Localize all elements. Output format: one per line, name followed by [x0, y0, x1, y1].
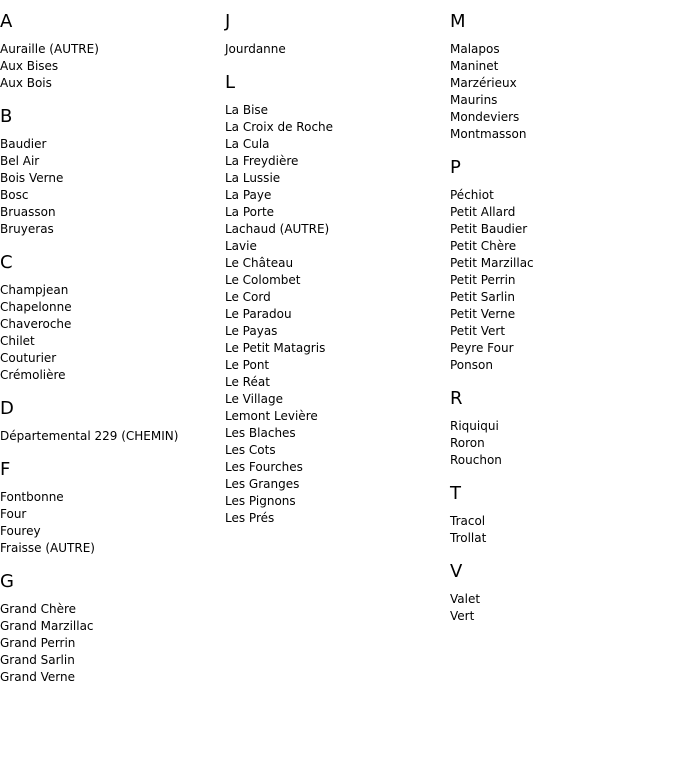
place-list — [0, 282, 215, 384]
place-link[interactable]: Le Cord — [225, 290, 271, 304]
place-link[interactable]: Le Colombet — [225, 273, 301, 287]
place-link[interactable]: Les Granges — [225, 477, 300, 491]
place-list — [0, 136, 215, 238]
place-link[interactable]: La Porte — [225, 205, 275, 219]
place-link[interactable]: La Croix de Roche — [225, 120, 334, 134]
place-link[interactable]: Vert — [450, 609, 475, 623]
place-link[interactable]: La Lussie — [225, 171, 281, 185]
place-link[interactable]: Chilet — [0, 334, 35, 348]
place-link[interactable]: Grand Chère — [0, 602, 77, 616]
place-link[interactable]: Bruyeras — [0, 222, 54, 236]
place-list — [450, 591, 665, 625]
place-link[interactable]: Bel Air — [0, 154, 40, 168]
place-link[interactable]: Le Pont — [225, 358, 270, 372]
place-link[interactable]: Aux Bises — [0, 59, 59, 73]
place-link[interactable]: Petit Chère — [450, 239, 517, 253]
place-link[interactable]: Jourdanne — [225, 42, 286, 56]
letter-group — [225, 11, 440, 58]
place-link[interactable]: Petit Marzillac — [450, 256, 534, 270]
place-link[interactable]: Roron — [450, 436, 485, 450]
place-link[interactable]: La Freydière — [225, 154, 299, 168]
place-link[interactable]: Crémolière — [0, 368, 66, 382]
place-link[interactable]: Lavie — [225, 239, 257, 253]
letter-heading: G — [0, 571, 14, 592]
place-link[interactable]: Grand Perrin — [0, 636, 76, 650]
place-link[interactable]: Le Payas — [225, 324, 278, 338]
place-link[interactable]: Fourey — [0, 524, 41, 538]
letter-group — [0, 459, 215, 557]
place-link[interactable]: Bruasson — [0, 205, 56, 219]
index-column-1 — [0, 11, 215, 700]
place-list — [225, 41, 440, 58]
place-link[interactable]: La Bise — [225, 103, 269, 117]
letter-heading: C — [0, 252, 13, 273]
place-link[interactable]: Trollat — [450, 531, 487, 545]
place-link[interactable]: Petit Verne — [450, 307, 516, 321]
place-link[interactable]: Champjean — [0, 283, 69, 297]
place-link[interactable]: Le Château — [225, 256, 294, 270]
place-link[interactable]: Les Blaches — [225, 426, 296, 440]
place-link[interactable]: Auraille (AUTRE) — [0, 42, 99, 56]
place-link[interactable]: Valet — [450, 592, 481, 606]
letter-group — [450, 11, 665, 143]
place-link[interactable]: Peyre Four — [450, 341, 514, 355]
letter-group — [450, 388, 665, 469]
place-link[interactable]: Fraisse (AUTRE) — [0, 541, 95, 555]
letter-group — [0, 398, 215, 445]
place-list — [0, 41, 215, 92]
place-list — [0, 428, 215, 445]
place-link[interactable]: Four — [0, 507, 27, 521]
place-link[interactable]: Couturier — [0, 351, 57, 365]
place-link[interactable]: Riquiqui — [450, 419, 499, 433]
letter-heading: J — [225, 11, 231, 32]
letter-heading: A — [0, 11, 13, 32]
letter-group — [225, 72, 440, 527]
place-list — [450, 418, 665, 469]
letter-heading: B — [0, 106, 13, 127]
letter-heading: D — [0, 398, 14, 419]
letter-group — [0, 252, 215, 384]
place-link[interactable]: Baudier — [0, 137, 47, 151]
place-link[interactable]: Les Fourches — [225, 460, 303, 474]
place-link[interactable]: Le Village — [225, 392, 283, 406]
letter-heading: F — [0, 459, 11, 480]
place-link[interactable]: Mondeviers — [450, 110, 520, 124]
place-link[interactable]: Le Petit Matagris — [225, 341, 326, 355]
place-list — [450, 513, 665, 547]
place-list — [0, 489, 215, 557]
place-link[interactable]: Petit Sarlin — [450, 290, 515, 304]
letter-heading: R — [450, 388, 463, 409]
place-link[interactable]: Grand Verne — [0, 670, 75, 684]
place-link[interactable]: La Paye — [225, 188, 272, 202]
letter-group — [0, 571, 215, 686]
place-link[interactable]: Aux Bois — [0, 76, 52, 90]
letter-group — [0, 106, 215, 238]
place-link[interactable]: Fontbonne — [0, 490, 64, 504]
place-link[interactable]: Bosc — [0, 188, 29, 202]
place-link[interactable]: Le Paradou — [225, 307, 292, 321]
place-link[interactable]: Marzérieux — [450, 76, 517, 90]
place-list — [450, 187, 665, 374]
place-link[interactable]: Les Prés — [225, 511, 275, 525]
place-link[interactable]: La Cula — [225, 137, 270, 151]
place-link[interactable]: Les Pignons — [225, 494, 296, 508]
place-link[interactable]: Petit Baudier — [450, 222, 528, 236]
place-link[interactable]: Petit Perrin — [450, 273, 516, 287]
place-link[interactable]: Les Cots — [225, 443, 276, 457]
place-link[interactable]: Grand Marzillac — [0, 619, 94, 633]
letter-group — [450, 483, 665, 547]
place-link[interactable]: Bois Verne — [0, 171, 64, 185]
place-link[interactable]: Maninet — [450, 59, 499, 73]
letter-heading: L — [225, 72, 236, 93]
place-link[interactable]: Départemental 229 (CHEMIN) — [0, 429, 179, 443]
place-link[interactable]: Maurins — [450, 93, 498, 107]
place-list — [225, 102, 440, 527]
place-link[interactable]: Petit Allard — [450, 205, 516, 219]
place-link[interactable]: Le Réat — [225, 375, 270, 389]
place-link[interactable]: Grand Sarlin — [0, 653, 75, 667]
letter-heading: M — [450, 11, 466, 32]
letter-heading: P — [450, 157, 461, 178]
place-link[interactable]: Montmasson — [450, 127, 527, 141]
place-link[interactable]: Chapelonne — [0, 300, 72, 314]
place-list — [450, 41, 665, 143]
place-link[interactable]: Lachaud (AUTRE) — [225, 222, 330, 236]
index-column-2 — [225, 11, 440, 541]
letter-group — [450, 561, 665, 625]
place-link[interactable]: Petit Vert — [450, 324, 506, 338]
place-link[interactable]: Tracol — [450, 514, 486, 528]
letter-heading: T — [450, 483, 461, 504]
place-list — [0, 601, 215, 686]
place-link[interactable]: Ponson — [450, 358, 493, 372]
place-link[interactable]: Rouchon — [450, 453, 502, 467]
place-link[interactable]: Lemont Levière — [225, 409, 318, 423]
place-link[interactable]: Péchiot — [450, 188, 494, 202]
place-link[interactable]: Chaveroche — [0, 317, 72, 331]
letter-group — [450, 157, 665, 374]
letter-group — [0, 11, 215, 92]
place-link[interactable]: Malapos — [450, 42, 500, 56]
letter-heading: V — [450, 561, 463, 582]
index-column-3 — [450, 11, 665, 639]
